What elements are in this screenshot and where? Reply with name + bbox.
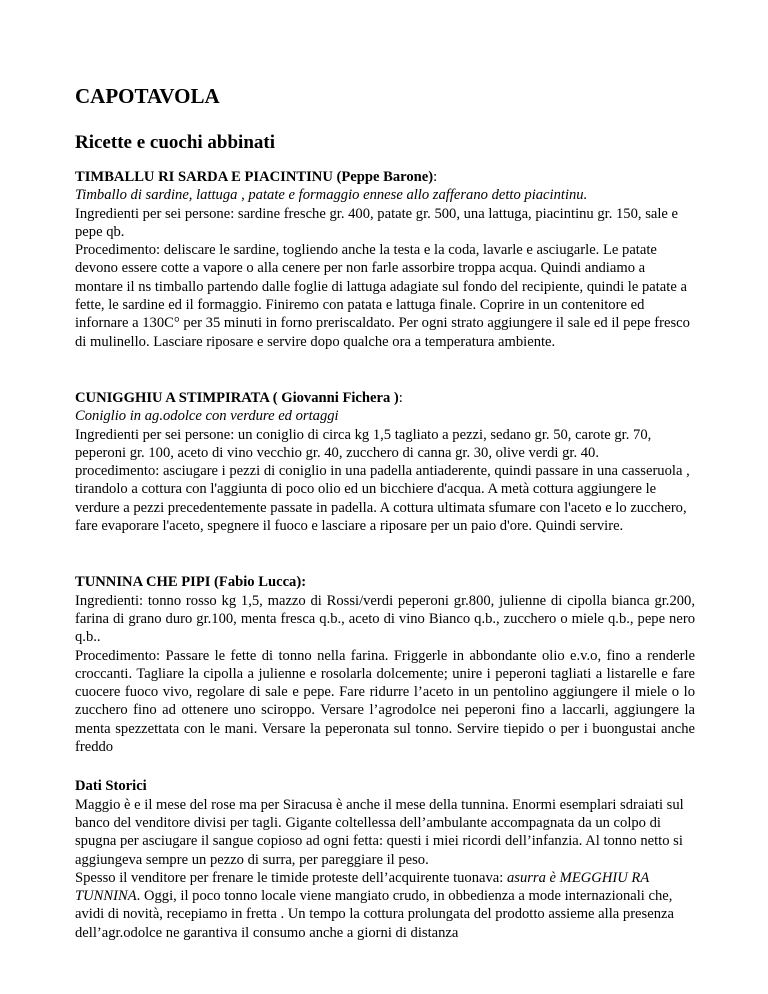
document-subtitle: Ricette e cuochi abbinati — [75, 132, 276, 153]
recipe-title: TIMBALLU RI SARDA E PIACINTINU (Peppe Barone) — [75, 169, 434, 185]
document-page — [75, 82, 695, 942]
document-title: CAPOTAVOLA — [75, 84, 220, 108]
recipe-ingredients: Ingredienti per sei persone: un coniglio di circa kg 1,5 tagliato a pezzi, sedano gr. 50, carote gr. 70, peperoni gr. 100, aceto di vino vecchio gr. 40, zucchero di canna gr. 30, olive verdi gr. 40. — [75, 426, 652, 461]
recipe-cunigghiu — [75, 389, 695, 535]
history-paragraph: Maggio è e il mese del rose ma per Siracusa è anche il mese della tunnina. Enormi esemplari sdraiati sul banco del venditore divisi per tagli. Gigante coltellessa dell’ambulante accompagnata da un colpo di spugna per asciugare il sangue copioso ad ogni fetta: questi i miei ricordi dell’infanzia. Al tonno netto si aggiungeva sempre un pezzo di surra, per pareggiare il peso. — [75, 796, 684, 868]
recipe-subtitle: Coniglio in ag.odolce con verdure ed ortaggi — [75, 408, 339, 425]
history-paragraph-2 — [75, 869, 695, 942]
recipe-title-line — [75, 389, 695, 407]
recipe-title: CUNIGGHIU A STIMPIRATA ( Giovanni Fichera ) — [75, 389, 399, 406]
history-text: Spesso il venditore per frenare le timide proteste dell’acquirente tuonava: — [75, 869, 507, 886]
recipe-timballu — [75, 168, 695, 351]
history-text-end: . Oggi, il poco tonno locale viene mangiato crudo, in obbedienza a mode internazionali che, avidi di novità, recepiamo in fretta . Un tempo la cottura prolungata del prodotto assieme alla presenza dell’agr.odolce ne garantiva il consumo anche a giorni di distanza — [75, 888, 674, 941]
recipe-title: TUNNINA CHE PIPI (Fabio Lucca): — [75, 574, 307, 591]
recipe-ingredients: Ingredienti: tonno rosso kg 1,5, mazzo di Rossi/verdi peperoni gr.800, julienne di cipolla bianca gr.200, farina di grano duro gr.100, menta fresca q.b., aceto di vino Bianco q.b., zucchero o miele q.b., pepe nero q.b.. — [75, 592, 695, 646]
recipe-title-suffix: : — [433, 169, 438, 185]
recipe-procedure: Procedimento: deliscare le sardine, togliendo anche la testa e la coda, lavarle e asciugarle. Le patate devono essere cotte a vapore o alla cenere per non farle assorbire troppa acqua. Quindi andiamo a montare il ns timballo partendo dalle foglie di lattuga adagiate sul fondo del recipiente, quindi le patate a fette, le sardine ed il formaggio. Finiremo con patata e lattuga finale. Coprire in un contenitore ed infornare a 130C° per 35 minuti in forno preriscaldato. Per ogni strato aggiungere il sale ed il pepe fresco di mulinello. Lasciare riposare e servire dopo qualche ora a temperatura ambiente. — [75, 242, 690, 350]
recipe-ingredients: Ingredienti per sei persone: sardine fresche gr. 400, patate gr. 500, una lattuga, piacintinu gr. 150, sale e pepe qb. — [75, 205, 679, 240]
recipe-title-suffix: : — [398, 389, 403, 406]
recipe-tunnina — [75, 573, 695, 756]
historical-notes — [75, 777, 695, 942]
history-title: Dati Storici — [75, 778, 147, 795]
recipe-procedure: procedimento: asciugare i pezzi di coniglio in una padella antiaderente, quindi passare in una casseruola , tirandolo a cottura con l'aggiunta di poco olio ed un bicchiere d'acqua. A metà cottura aggiungere le verdure a pezzi precedentemente passate in padella. A cottura ultimata sfumare con l'aceto e lo zucchero, fare evaporare l'aceto, spegnere il fuoco e lasciare a riposare per un paio d'ore. Quindi servire. — [75, 463, 690, 535]
recipe-procedure: Procedimento: Passare le fette di tonno nella farina. Friggerle in abbondante olio e.v.o, fino a renderle croccanti. Tagliare la cipolla a julienne e rosolarla dolcemente; unire i peperoni tagliati a listarelle e fare cuocere fuoco vivo, regolare di sale e pepe. Fare ridurre l’aceto in un pentolino aggiungere il miele o lo zucchero fino ad ottenere uno sciroppo. Versare l’agrodolce nei peperoni fino a laccarli, aggiungere la menta spezzettata con le mani. Versare la peperonata sul tonno. Servire tiepido o per i buongustai anche freddo — [75, 647, 695, 756]
recipe-subtitle: Timballo di sardine, lattuga , patate e formaggio ennese allo zafferano detto piacintinu. — [75, 187, 588, 204]
recipe-title-line — [75, 168, 695, 186]
vendor-quote: asurra è MEGGHIU RA TUNNINA — [75, 869, 649, 905]
